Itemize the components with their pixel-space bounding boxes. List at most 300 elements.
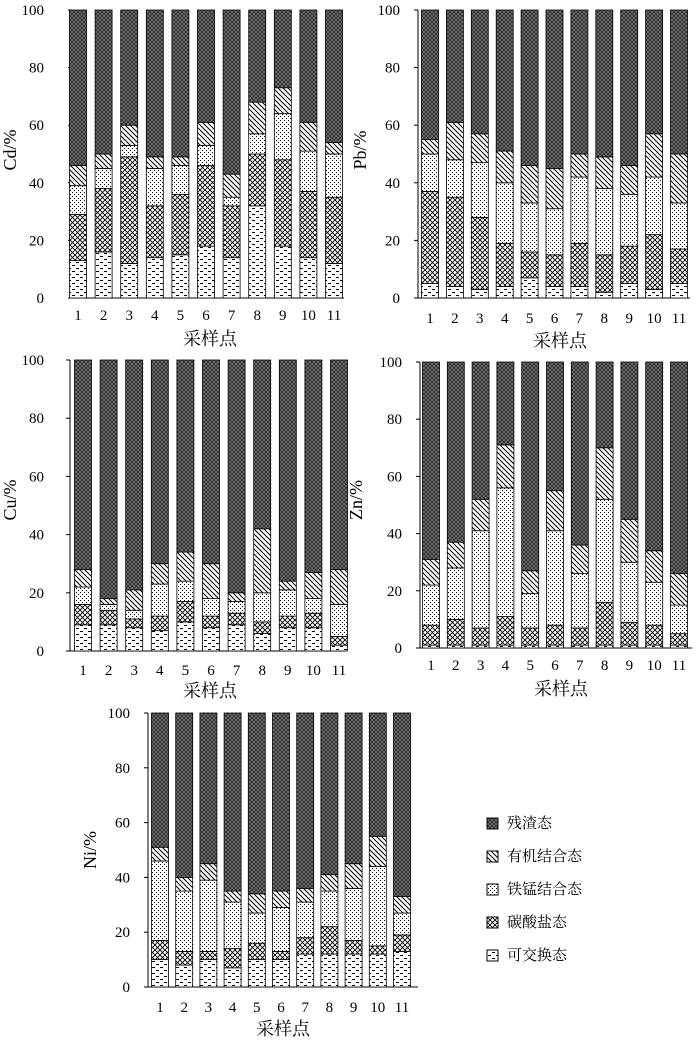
bar-segment-organic: [646, 551, 663, 582]
bar-segment-carbonate: [177, 602, 194, 622]
bar-segment-exchangeable: [394, 951, 411, 987]
bar-segment-femn: [522, 594, 539, 628]
bar-segment-organic: [200, 864, 217, 880]
bar-segment-organic: [471, 134, 488, 163]
bar-segment-organic: [75, 570, 92, 587]
bar-segment-carbonate: [254, 622, 271, 634]
x-tick-label: 1: [427, 658, 435, 674]
bar-segment-exchangeable: [223, 258, 240, 298]
bar-segment-femn: [646, 582, 663, 625]
bar-segment-exchangeable: [172, 255, 189, 298]
bar-segment-organic: [326, 142, 343, 154]
x-tick-label: 9: [279, 308, 287, 324]
y-axis-label: Pb/%: [350, 130, 370, 170]
y-axis-label: Zn/%: [346, 480, 366, 520]
bar-segment-exchangeable: [671, 645, 688, 648]
bar-segment-residual: [546, 10, 563, 168]
bar-segment-carbonate: [447, 619, 464, 645]
bar-segment-organic: [596, 448, 613, 499]
bar-segment-exchangeable: [248, 960, 265, 987]
chart-zn: [346, 355, 692, 699]
y-tick-label: 0: [394, 641, 402, 657]
bar-segment-residual: [198, 10, 215, 122]
x-tick-label: 3: [204, 1000, 213, 1016]
bar-segment-organic: [345, 864, 362, 889]
x-tick-label: 11: [671, 658, 687, 674]
x-tick-label: 11: [394, 1000, 410, 1016]
bar-segment-organic: [121, 125, 138, 145]
y-tick-label: 100: [107, 706, 130, 722]
bar-segment-organic: [297, 888, 314, 902]
bar-segment-organic: [224, 891, 241, 902]
bar-segment-residual: [472, 362, 489, 499]
x-tick-label: 10: [646, 311, 662, 327]
x-tick-label: 10: [646, 658, 662, 674]
bar-segment-residual: [249, 10, 266, 102]
bar-segment-organic: [446, 122, 463, 159]
bar-segment-residual: [646, 10, 663, 134]
bar-segment-residual: [75, 360, 92, 570]
bar-segment-residual: [305, 360, 322, 572]
y-tick-label: 0: [36, 644, 44, 660]
bar-segment-femn: [646, 177, 663, 235]
bar-segment-exchangeable: [70, 261, 87, 298]
bar-segment-carbonate: [671, 634, 688, 645]
y-tick-label: 40: [387, 526, 402, 543]
bar-segment-exchangeable: [126, 628, 143, 651]
y-tick-label: 40: [115, 870, 130, 887]
bar-segment-femn: [621, 562, 638, 622]
x-tick-label: 4: [501, 658, 510, 674]
bar-segment-femn: [496, 183, 513, 243]
x-tick-label: 6: [277, 1000, 285, 1016]
x-tick-label: 1: [156, 1000, 164, 1016]
bar-segment-organic: [521, 166, 538, 203]
bar-segment-residual: [621, 362, 638, 519]
bar-segment-femn: [521, 203, 538, 252]
bar-segment-residual: [471, 10, 488, 134]
bar-segment-exchangeable: [177, 622, 194, 651]
x-tick-label: 5: [253, 1000, 261, 1016]
y-tick-label: 100: [21, 353, 44, 369]
bar-segment-organic: [177, 552, 194, 581]
bar-segment-organic: [497, 445, 514, 488]
bar-segment-exchangeable: [200, 960, 217, 987]
legend-label-carbonate: 碳酸盐态: [507, 915, 568, 931]
bar-segment-residual: [126, 360, 143, 590]
bar-segment-carbonate: [646, 235, 663, 290]
bar-segment-carbonate: [321, 927, 338, 954]
bar-segment-organic: [369, 836, 386, 866]
legend-swatch-carbonate: [487, 917, 498, 928]
bar-segment-carbonate: [571, 243, 588, 286]
bar-segment-carbonate: [279, 616, 296, 628]
bar-segment-exchangeable: [203, 628, 220, 651]
y-tick-label: 40: [385, 175, 400, 192]
bar-segment-femn: [345, 888, 362, 940]
bar-segment-carbonate: [596, 602, 613, 645]
x-tick-label: 11: [326, 308, 342, 324]
y-tick-label: 40: [29, 175, 44, 192]
bar-segment-carbonate: [70, 214, 87, 260]
bar-segment-residual: [671, 362, 688, 574]
bar-segment-organic: [172, 157, 189, 166]
bar-segment-residual: [646, 362, 663, 551]
bar-segment-femn: [497, 488, 514, 617]
bar-segment-exchangeable: [521, 278, 538, 298]
y-tick-label: 60: [115, 815, 130, 832]
chart-pb: [350, 3, 690, 351]
legend-item-femn: [487, 881, 583, 898]
bar-segment-exchangeable: [646, 645, 663, 648]
bar-segment-femn: [596, 499, 613, 602]
x-tick-label: 3: [125, 308, 133, 324]
bar-segment-exchangeable: [273, 960, 290, 987]
bar-segment-organic: [274, 88, 291, 114]
bar-segment-exchangeable: [496, 286, 513, 298]
bar-segment-exchangeable: [331, 645, 348, 651]
bar-segment-carbonate: [297, 938, 314, 954]
bar-segment-exchangeable: [151, 631, 168, 651]
x-tick-label: 4: [228, 1000, 237, 1016]
bar-segment-carbonate: [471, 217, 488, 289]
x-tick-label: 5: [176, 308, 185, 324]
bar-segment-exchangeable: [321, 954, 338, 987]
bar-segment-exchangeable: [596, 292, 613, 298]
x-tick-label: 8: [258, 663, 266, 679]
bar-segment-exchangeable: [621, 645, 638, 648]
bar-segment-organic: [126, 590, 143, 610]
bar-segment-organic: [331, 570, 348, 605]
x-tick-label: 4: [500, 311, 509, 327]
bar-segment-femn: [446, 160, 463, 197]
bar-segment-organic: [146, 157, 163, 169]
bar-segment-residual: [172, 10, 189, 157]
bar-segment-exchangeable: [522, 645, 539, 648]
y-tick-label: 60: [385, 118, 400, 135]
x-axis-label: 采样点: [256, 1019, 310, 1039]
bar-segment-residual: [121, 10, 138, 125]
bar-segment-carbonate: [121, 157, 138, 264]
bar-segment-organic: [95, 154, 112, 168]
bar-segment-femn: [422, 154, 439, 191]
bar-segment-carbonate: [326, 197, 343, 263]
x-tick-label: 9: [625, 658, 634, 674]
bar-segment-organic: [522, 571, 539, 594]
bar-segment-carbonate: [671, 249, 688, 284]
bar-segment-femn: [547, 531, 564, 625]
bar-segment-carbonate: [422, 191, 439, 283]
x-tick-label: 1: [426, 311, 434, 327]
x-tick-label: 7: [575, 311, 584, 327]
bar-segment-exchangeable: [121, 263, 138, 298]
bar-segment-femn: [228, 602, 245, 614]
bar-segment-organic: [571, 545, 588, 574]
x-tick-label: 9: [284, 663, 292, 679]
bar-segment-organic: [394, 897, 411, 913]
bar-segment-exchangeable: [547, 645, 564, 648]
bar-segment-femn: [305, 599, 322, 614]
bar-segment-exchangeable: [446, 286, 463, 298]
bar-segment-carbonate: [146, 206, 163, 258]
bar-segment-exchangeable: [646, 289, 663, 298]
y-tick-label: 40: [29, 527, 44, 544]
y-axis-label: Cu/%: [0, 479, 20, 521]
bar-segment-residual: [95, 10, 112, 154]
bar-segment-femn: [279, 590, 296, 616]
bar-segment-residual: [203, 360, 220, 564]
bar-segment-femn: [300, 151, 317, 191]
bar-segment-carbonate: [249, 154, 266, 206]
x-tick-label: 11: [331, 663, 347, 679]
bar-segment-residual: [228, 360, 245, 593]
bar-segment-exchangeable: [146, 258, 163, 298]
bar-segment-femn: [223, 197, 240, 206]
bar-segment-residual: [331, 360, 348, 570]
bar-segment-exchangeable: [176, 965, 193, 987]
bar-segment-femn: [423, 585, 440, 625]
legend-label-exchangeable: 可交换态: [507, 948, 568, 964]
bar-segment-carbonate: [546, 255, 563, 287]
bar-segment-residual: [497, 362, 514, 445]
bar-segment-exchangeable: [571, 645, 588, 648]
y-tick-label: 80: [29, 411, 44, 428]
legend-item-residual: [487, 815, 553, 832]
bar-segment-carbonate: [151, 616, 168, 631]
bar-segment-organic: [305, 572, 322, 598]
y-tick-label: 60: [29, 118, 44, 135]
bar-segment-residual: [671, 10, 688, 154]
legend-label-organic: 有机结合态: [507, 849, 583, 865]
legend-swatch-femn: [487, 884, 498, 895]
bar-segment-organic: [228, 593, 245, 602]
bar-segment-organic: [248, 894, 265, 913]
x-tick-label: 5: [181, 663, 190, 679]
bar-segment-carbonate: [547, 625, 564, 645]
bar-segment-exchangeable: [671, 284, 688, 298]
bar-segment-femn: [326, 154, 343, 197]
bar-segment-carbonate: [423, 625, 440, 645]
bar-segment-exchangeable: [95, 252, 112, 298]
bar-segment-carbonate: [224, 949, 241, 968]
bar-segment-exchangeable: [152, 960, 169, 987]
legend-label-femn: 铁锰结合态: [507, 882, 583, 898]
bar-segment-carbonate: [331, 636, 348, 645]
bar-segment-femn: [321, 891, 338, 927]
y-axis-label: Ni/%: [80, 831, 100, 869]
y-tick-label: 20: [29, 585, 44, 602]
bar-segment-exchangeable: [369, 954, 386, 987]
bar-segment-femn: [95, 168, 112, 188]
y-tick-label: 0: [122, 980, 130, 996]
bar-segment-carbonate: [621, 622, 638, 645]
bar-segment-organic: [547, 491, 564, 531]
bar-segment-organic: [472, 499, 489, 530]
bar-segment-residual: [151, 360, 168, 564]
bar-segment-residual: [100, 360, 117, 599]
x-axis-label: 采样点: [534, 679, 588, 699]
y-tick-label: 0: [392, 291, 400, 307]
legend-item-carbonate: [487, 913, 568, 931]
bar-segment-organic: [249, 102, 266, 134]
bar-segment-femn: [273, 908, 290, 952]
bar-segment-residual: [152, 713, 169, 847]
bar-segment-exchangeable: [297, 954, 314, 987]
bar-segment-residual: [345, 713, 362, 864]
bar-segment-residual: [273, 713, 290, 891]
bar-segment-organic: [273, 891, 290, 907]
bar-segment-exchangeable: [274, 246, 291, 298]
legend-label-residual: 残渣态: [507, 816, 553, 832]
x-tick-label: 3: [476, 658, 485, 674]
bar-segment-exchangeable: [571, 286, 588, 298]
bar-segment-femn: [447, 568, 464, 619]
x-tick-label: 7: [227, 308, 236, 324]
bar-segment-exchangeable: [254, 634, 271, 651]
legend-swatch-organic: [487, 851, 498, 862]
x-tick-label: 9: [625, 311, 633, 327]
bar-segment-residual: [177, 360, 194, 552]
bar-segment-organic: [646, 134, 663, 177]
bar-segment-organic: [176, 877, 193, 891]
bar-segment-carbonate: [521, 252, 538, 278]
bar-segment-carbonate: [496, 243, 513, 286]
bar-segment-residual: [369, 713, 386, 836]
y-tick-label: 20: [29, 233, 44, 250]
bar-segment-exchangeable: [472, 645, 489, 648]
bar-segment-femn: [571, 177, 588, 243]
bar-segment-exchangeable: [546, 286, 563, 298]
bar-segment-carbonate: [394, 935, 411, 951]
bar-segment-femn: [546, 209, 563, 255]
bar-segment-femn: [248, 913, 265, 943]
bar-segment-organic: [422, 140, 439, 154]
bar-segment-femn: [121, 145, 138, 157]
x-tick-label: 4: [151, 308, 159, 324]
bar-segment-residual: [423, 362, 440, 559]
bar-segment-residual: [522, 362, 539, 571]
bar-segment-femn: [200, 880, 217, 951]
bar-segment-exchangeable: [300, 258, 317, 298]
bar-segment-residual: [446, 10, 463, 122]
x-tick-label: 3: [130, 663, 138, 679]
chart-ni: [80, 706, 418, 1039]
x-axis-label: 采样点: [183, 329, 237, 349]
bar-segment-femn: [151, 584, 168, 616]
x-tick-label: 1: [79, 663, 87, 679]
bar-segment-carbonate: [369, 946, 386, 954]
y-tick-label: 80: [387, 412, 402, 429]
bar-segment-carbonate: [176, 951, 193, 965]
bar-segment-exchangeable: [596, 645, 613, 648]
bar-segment-residual: [200, 713, 217, 864]
x-tick-label: 6: [207, 663, 215, 679]
bar-segment-organic: [152, 847, 169, 861]
y-tick-label: 80: [29, 60, 44, 77]
bar-segment-femn: [671, 605, 688, 634]
bar-segment-carbonate: [305, 613, 322, 628]
x-tick-label: 2: [104, 663, 113, 679]
bar-segment-organic: [300, 122, 317, 151]
bar-segment-carbonate: [446, 197, 463, 286]
bar-segment-residual: [521, 10, 538, 166]
bar-segment-carbonate: [497, 617, 514, 646]
bar-segment-femn: [75, 587, 92, 604]
bar-segment-carbonate: [75, 604, 92, 624]
y-tick-label: 60: [29, 469, 44, 486]
x-tick-label: 7: [576, 658, 584, 674]
x-tick-label: 4: [156, 663, 164, 679]
x-tick-label: 3: [476, 311, 484, 327]
y-tick-label: 20: [387, 583, 402, 600]
bar-segment-femn: [126, 610, 143, 619]
bar-segment-organic: [151, 564, 168, 584]
bar-segment-exchangeable: [422, 284, 439, 298]
bar-segment-femn: [394, 913, 411, 935]
bar-segment-carbonate: [646, 625, 663, 645]
y-tick-label: 60: [387, 469, 402, 486]
bar-segment-femn: [177, 581, 194, 601]
bar-segment-femn: [472, 531, 489, 628]
bar-segment-carbonate: [223, 206, 240, 258]
bar-segment-femn: [70, 186, 87, 215]
x-tick-label: 8: [600, 311, 609, 327]
bar-segment-femn: [224, 902, 241, 949]
bar-segment-exchangeable: [100, 625, 117, 651]
x-tick-label: 6: [550, 311, 559, 327]
x-tick-label: 5: [526, 658, 534, 674]
bar-segment-residual: [254, 360, 271, 529]
bar-segment-carbonate: [198, 166, 215, 247]
x-tick-label: 8: [325, 1000, 334, 1016]
y-tick-label: 100: [379, 355, 402, 371]
bar-segment-exchangeable: [228, 625, 245, 651]
bar-segment-femn: [671, 203, 688, 249]
bar-segment-exchangeable: [224, 968, 241, 987]
bar-segment-residual: [326, 10, 343, 142]
bar-segment-organic: [671, 154, 688, 203]
x-tick-label: 2: [99, 308, 108, 324]
bar-segment-residual: [224, 713, 241, 891]
bar-segment-carbonate: [522, 628, 539, 645]
bar-segment-femn: [369, 866, 386, 945]
bar-segment-exchangeable: [471, 289, 488, 298]
bar-segment-residual: [321, 713, 338, 875]
x-axis-label: 采样点: [533, 331, 587, 351]
bar-segment-exchangeable: [345, 954, 362, 987]
x-axis-label: 采样点: [183, 681, 237, 701]
bar-segment-exchangeable: [423, 645, 440, 648]
x-tick-label: 10: [300, 308, 316, 324]
bar-segment-femn: [297, 902, 314, 938]
bar-segment-organic: [279, 581, 296, 590]
bar-segment-carbonate: [228, 613, 245, 625]
x-tick-label: 2: [180, 1000, 188, 1016]
x-tick-label: 11: [671, 311, 687, 327]
x-tick-label: 10: [370, 1000, 386, 1016]
bar-segment-exchangeable: [249, 206, 266, 298]
bar-segment-organic: [254, 529, 271, 593]
legend: [487, 815, 583, 964]
bar-segment-exchangeable: [447, 645, 464, 648]
chart-cd: [0, 3, 344, 349]
bar-segment-residual: [596, 10, 613, 157]
bar-segment-femn: [471, 163, 488, 218]
bar-segment-residual: [279, 360, 296, 581]
bar-segment-residual: [447, 362, 464, 542]
bar-segment-femn: [621, 194, 638, 246]
bar-segment-carbonate: [203, 616, 220, 628]
